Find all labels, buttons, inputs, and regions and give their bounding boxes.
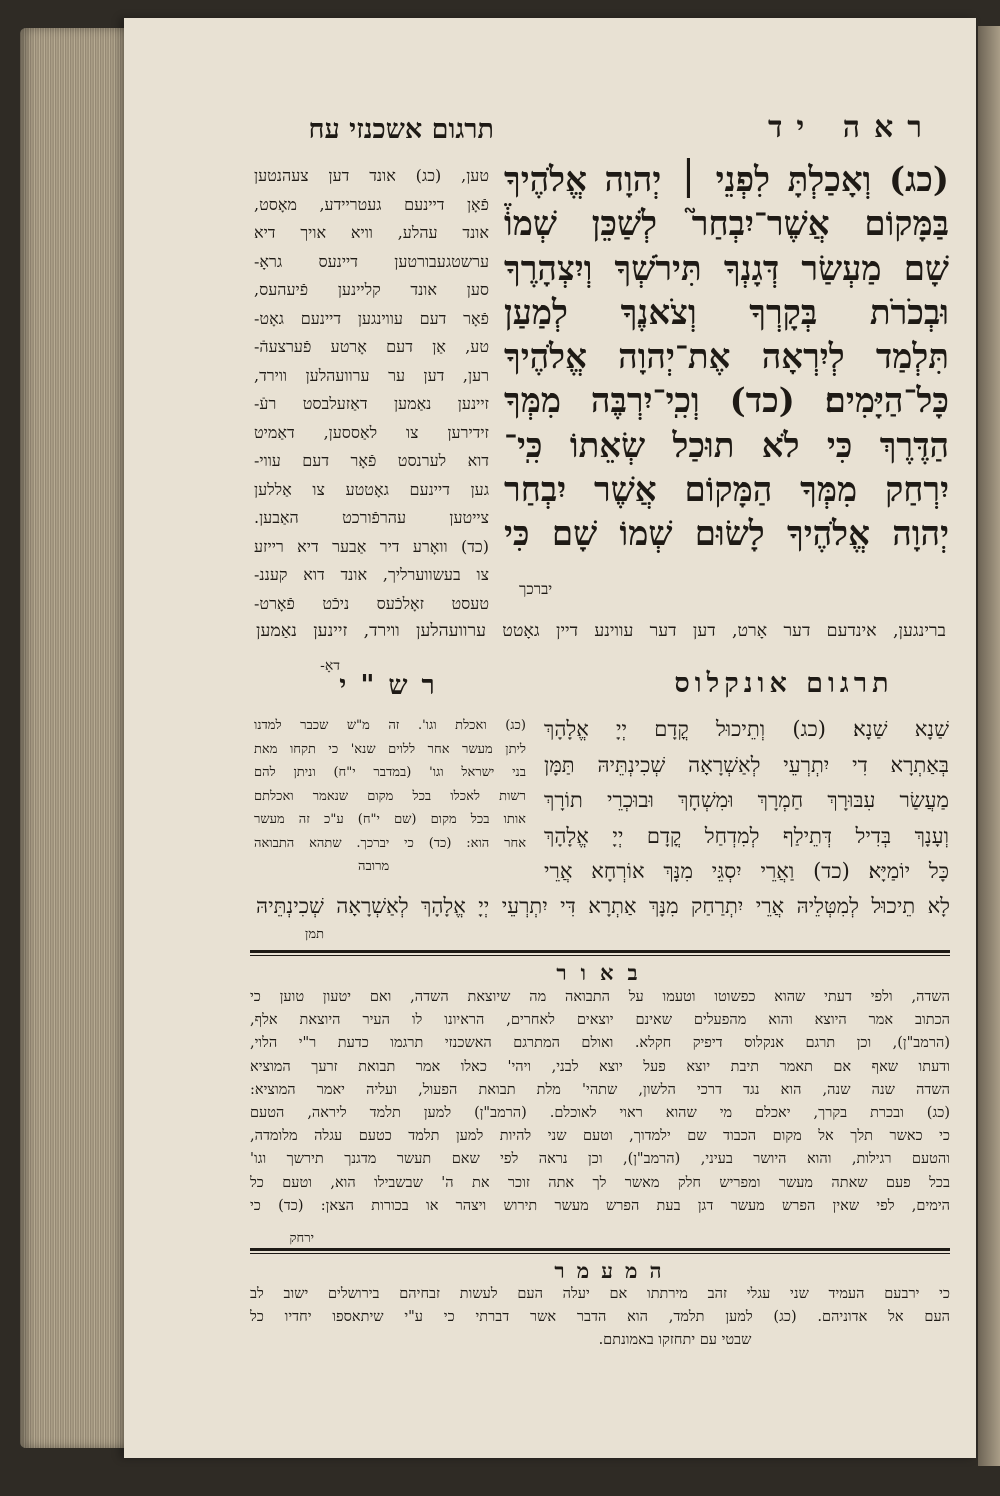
torah-catchword: יברכך: [519, 580, 553, 598]
ashkenazi-line: צו בעשווערליך, אונד דוא קעננ-: [254, 565, 489, 584]
biur-line: בכל פעם שאתה מעשר ומפריש חלק מאשר לך אתה זוכר את ה' שבשבילו הוא, וטעם כל: [250, 1174, 950, 1191]
facing-page-edge: [978, 26, 1000, 1466]
section-divider: [250, 950, 950, 953]
rashi-line: רשות לאכלו בכל מקום שנאמר ואכלתם: [254, 788, 526, 804]
onkelos-line: בְּאַתְרָא דִי יִתְרְעֵי לְאַשְׁרָאָה שְׁכִינְתֵּיהּ תַּמָּן: [544, 752, 949, 777]
ashkenazi-line: רען, דען ער ערוועהלען ווירד,: [254, 365, 489, 385]
biur-heading: באור: [556, 960, 652, 985]
torah-line: יְהוָה אֱלֹהֶיךָ לָשׂוּם שְׁמוֹ שָׁם כִּי: [504, 514, 949, 555]
biur-line: השדה, ולפי דעתי שהוא כפשוטו וטעמו על התבואה מה שיוצאת השדה, ואם יטעון טוען כי: [250, 989, 950, 1005]
torah-line: וּבְכֹרֹת בְּקָרְךָ וְצֹאנֶךָ לְמַעַן: [504, 292, 949, 333]
meamar-line: כי ירבעם העמיד שני עגלי זהב מירתתו אם יעלה העם לעשות זבחיהם בירושלים ישוב לב: [250, 1286, 950, 1302]
ashkenazi-catchword: דאָ-: [320, 658, 340, 674]
section-divider-thin: [250, 955, 950, 956]
meamar-line: העם אל אדוניהם. (כג) למען תלמד, הוא הדבר אשר דברתי כי ע"י שיתאספו יחדיו כל: [250, 1309, 950, 1325]
book-page: [124, 18, 976, 1458]
biur-line: והטעם רגילות, והוא היושר בעיני, (הרמב"ן), וכן נראה לפי שאם תעשר מדגנך תירשך וגו': [250, 1151, 950, 1168]
ashkenazi-line: סען אונד קליינען פֿיעהעס,: [254, 280, 489, 299]
rashi-line: (כג) ואכלת וגו'. זה מ"ש שכבר למדנו: [254, 718, 526, 733]
onkelos-heading: תרגום אונקלוס: [674, 668, 894, 699]
onkelos-column: [544, 712, 949, 890]
ashkenazi-line: זיינען נאַמען דאַזעלבסט רעֿ-: [254, 394, 489, 413]
ashkenazi-line: טען, (כג) אונד דען צעהנטען: [254, 166, 489, 185]
section-divider-thin: [250, 1253, 950, 1254]
ashkenazi-full-width-line: ברינגען, אינדעם דער אָרט, דען דער עווינע דיין גאָטט ערוועהלען ווירד, זיינען נאַמען: [256, 621, 946, 641]
rashi-column: [254, 714, 526, 879]
biur-line: הכתוב אמר היוצא והוא מהפעלים שאינם יוצאים לאחרים, הראיונו לו העיר היוצאת אלף,: [250, 1012, 950, 1029]
ashkenazi-line: דוא לערנסט פֿאָר דעם עווי-: [254, 451, 489, 470]
ashkenazi-line: פֿאָר דעם עווינגען דיינעם גאָט-: [254, 308, 489, 328]
ashkenazi-line: (כד) וואָרע דיר אַבער דיא רייזע: [254, 536, 489, 556]
torah-line: יִרְחַק מִמְּךָ הַמָּקוֹם אֲשֶׁר יִבְחַר: [504, 470, 949, 511]
onkelos-line: שַׁנָא שַׁנָא׃ (כג) וְתֵיכוּל קֳדָם יְיָ אֱלָהָךְ: [544, 717, 949, 741]
meamar-commentary: [250, 1283, 950, 1352]
onkelos-line: מַעֲשַׂר עִבּוּרָךְ חַמְרָךְ וּמִשְׁחָךְ וּבוּכְרֵי תוֹרָךְ: [544, 788, 949, 812]
rashi-line: אחר הוא: (כד) כי יברכך. שתהא התבואה: [254, 835, 526, 851]
torah-line: הַדֶּרֶךְ כִּי לֹא תוּכַל שְׂאֵתוֹ כִּֽי־: [504, 425, 949, 466]
ashkenazi-line: ערשטגעבורטען דיינעס גראָ-: [254, 251, 489, 271]
rashi-line: מרובה: [358, 859, 390, 874]
torah-line: (כג) וְאָכַלְתָּ לִפְנֵי ׀ יְהוָה אֱלֹהֶיךָ: [504, 160, 949, 200]
meamar-heading: המעמר: [554, 1258, 674, 1283]
ashkenazi-line: גען דיינעם גאָטטע צו אַללען: [254, 479, 489, 499]
onkelos-line: כָּל יוֹמַיָּא׃ (כד) וַאֲרֵי יִסְגֵּי מִנָּךְ אוֹרְחָא אֲרֵי: [544, 859, 949, 883]
ashkenazi-translation-column: [254, 162, 489, 618]
torah-line: תִּלְמַד לְיִרְאָה אֶת־יְהוָה אֱלֹהֶיךָ: [504, 337, 949, 378]
rashi-line: בני ישראל וגו' (במדבר י"ח) וניתן להם: [254, 765, 526, 780]
torah-line: כָּל־הַיָּמִים׃ (כד) וְכִֽי־יִרְבֶּה מִמְּךָ: [504, 381, 949, 422]
meamar-line: שבטי עם יתחזקו באמונתם.: [598, 1332, 752, 1348]
rashi-line: ליתן מעשר אחר ללוים שנא' כי תקחו מאת: [254, 741, 526, 757]
torah-line: שָׁם מַעְשַׂר דְּגָנְךָ תִּירֹשְׁךָ וְיִצְהָרֶךָ: [504, 248, 949, 289]
torah-text-block: [504, 158, 949, 557]
book-page-edges: [20, 28, 138, 1448]
running-head-parashah: ראה יד: [768, 110, 936, 145]
rashi-line: אותו בכל מקום (שם י"ח) ע"כ זה מעשר: [254, 812, 526, 827]
onkelos-full-width-line: לָא תֵיכוּל לְמִטְּלֵיהּ אֲרֵי יִתְרַחַק מִנָּךְ אַתְרָא דִּי יִתְרְעֵי יְיָ אֱלָהָךְ לְאַשְׁרָאָה שְׁכִינְתֵּיהּ: [256, 894, 950, 918]
onkelos-catchword: תמן: [305, 927, 324, 942]
ashkenazi-line: זידירען צו לאַססען, דאַמיט: [254, 422, 489, 442]
ashkenazi-line: טע, אַן דעם אָרטע פֿערצעהֿ-: [254, 337, 489, 356]
running-head-targum: תרגום אשכנזי עח: [308, 114, 494, 145]
biur-line: השדה שנה שנה, הוא נגד דרכי הלשון, שתהי' מלת תבואת הפעול, ועליה יאמר המוציא:: [250, 1081, 950, 1098]
onkelos-line: וְעָנָךְ בְּדִיל דְּתֵילַף לְמִדְחַל קֳדָם יְיָ אֱלָהָךְ: [544, 823, 949, 848]
torah-line: בַּמָּקוֹם אֲשֶׁר־יִבְחַר֮ לְשַׁכֵּן שְׁמוֹ֒: [504, 204, 949, 245]
biur-catchword: ירחק: [289, 1231, 314, 1246]
biur-line: כי כאשר תלך אל מקום הכבוד שם ילמדוך, וטעם שני להיות למען תלמד כטעם עגלה מלומדה,: [250, 1128, 950, 1145]
biur-line: הימים, לפי שאין הפרש מעשר דגן בעת הפרש מעשר תירוש ויצהר או בכורות הצאן: (כד) כי: [250, 1197, 950, 1214]
biur-commentary: [250, 986, 950, 1218]
section-divider: [250, 1248, 950, 1251]
ashkenazi-line: אונד עהלע, וויא אויך דיא: [254, 223, 489, 242]
ashkenazi-line: פֿאָן דיינעם געטריידע, מאָסט,: [254, 194, 489, 214]
ashkenazi-line: צייטען עהרפֿורכט האַבען.: [254, 508, 489, 527]
biur-line: (הרמב"ן), וכן תרגם אנקלוס דיפיק חקלא. ואולם המתרגם האשכנזי תרגמו כדעת ר"י הלוי,: [250, 1035, 950, 1052]
rashi-heading: רש"י: [339, 670, 449, 701]
biur-line: (כג) ובכרת בקרך, יאכלם מי שהוא ראוי לאוכלם. (הרמב"ן) למען תלמד ליראה, הטעם: [250, 1104, 950, 1121]
ashkenazi-line: טעסט זאָלכֿעס ניכֿט פֿאָרט-: [254, 593, 489, 613]
biur-line: ודעתו שאף אם תאמר תיבת יוצא פעל יוצא לבני, ויהי' כאלו אמר תבואת זרעך המוציא: [250, 1058, 950, 1075]
